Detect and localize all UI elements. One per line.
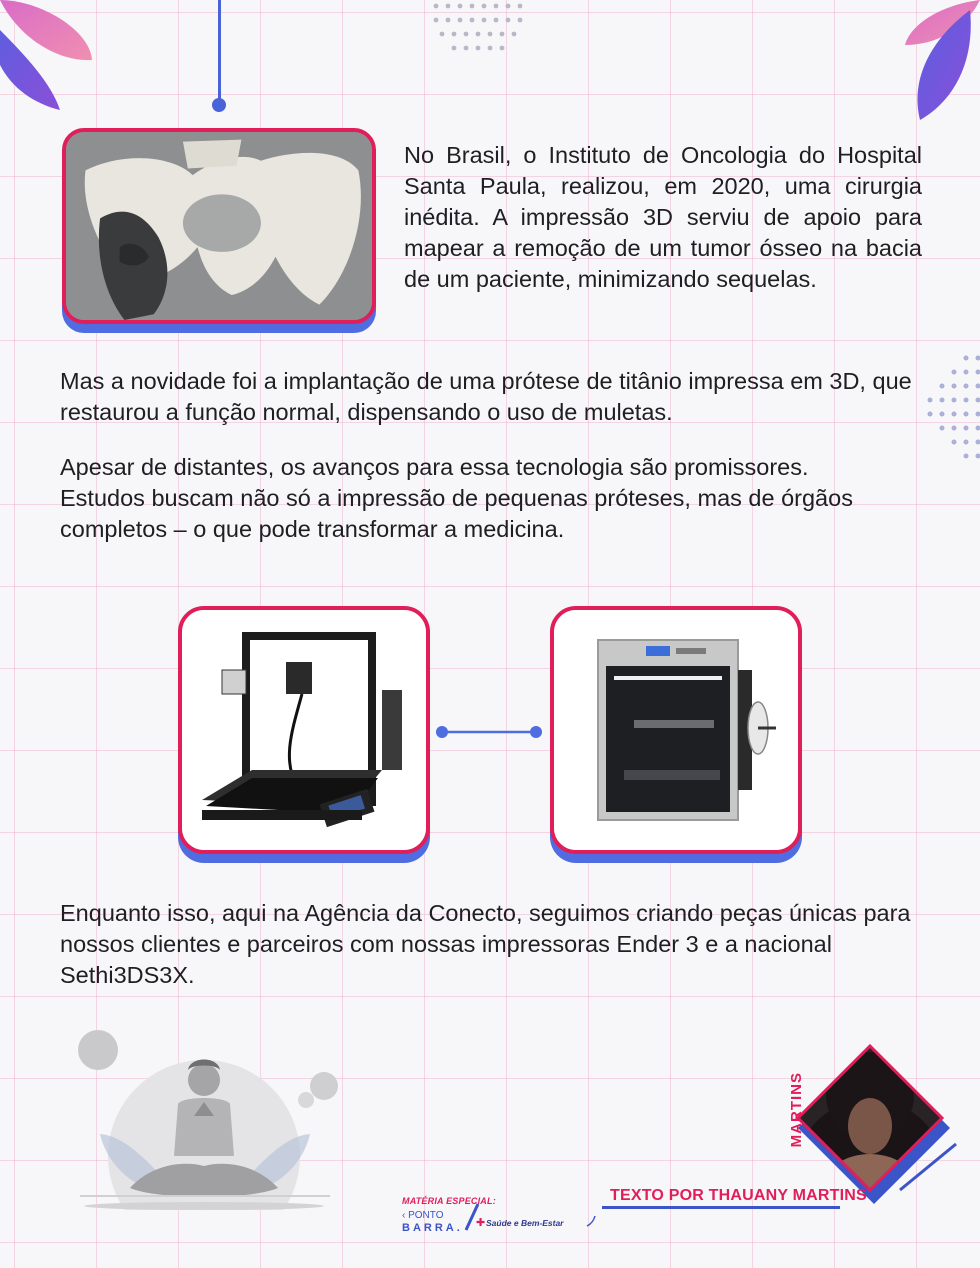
timeline-line: [218, 0, 221, 104]
ponto-barra-logo-top: ‹ PONTO: [402, 1210, 444, 1221]
leaf-decoration-icon: [0, 0, 130, 110]
health-cross-icon: ✚: [476, 1217, 486, 1229]
author-credit-underline: [602, 1206, 840, 1209]
pelvis-model-photo: [62, 128, 376, 324]
author-portrait-icon: [780, 1040, 960, 1210]
special-report-label: MATÉRIA ESPECIAL:: [402, 1196, 496, 1206]
ponto-barra-logo-bottom: BARRA.: [402, 1222, 463, 1234]
dot-pattern-icon: [428, 0, 528, 62]
meditation-illustration-icon: [70, 1026, 342, 1210]
connector-line-icon: [434, 724, 544, 740]
paragraph-future-advances: Apesar de distantes, os avanços para essa tecnologia são promissores. Estudos buscam não só a impressão de pequenas próteses, mas de órgãos completos – o que pode transformar a medicina.: [60, 454, 853, 542]
leaf-decoration-icon: [860, 0, 980, 130]
paragraph-conecto-agency: Enquanto isso, aqui na Agência da Conecto, seguimos criando peças únicas para nossos clientes e parceiros com nossas impressoras Ender 3 e a nacional Sethi3DS3X.: [60, 900, 911, 988]
author-surname-vertical: MARTINS: [788, 1072, 805, 1148]
ender-3-printer-photo: [178, 606, 430, 854]
health-section-label: Saúde e Bem-Estar: [486, 1218, 564, 1228]
paragraph-hospital-santa-paula: No Brasil, o Instituto de Oncologia do Hospital Santa Paula, realizou, em 2020, uma cirurgia inédita. A impressão 3D serviu de apoio para mapear a remoção de um tumor ósseo na bacia de um paciente, minimizando sequelas.: [404, 142, 922, 292]
sethi3d-s3x-printer-photo: [550, 606, 802, 854]
paragraph-titanium-prosthesis: Mas a novidade foi a implantação de uma prótese de titânio impressa em 3D, que restaurou a função normal, dispensando o uso de muletas.: [60, 368, 912, 425]
timeline-dot: [212, 98, 226, 112]
author-credit: TEXTO POR THAUANY MARTINS: [610, 1187, 867, 1204]
swoosh-icon: [585, 1214, 597, 1228]
